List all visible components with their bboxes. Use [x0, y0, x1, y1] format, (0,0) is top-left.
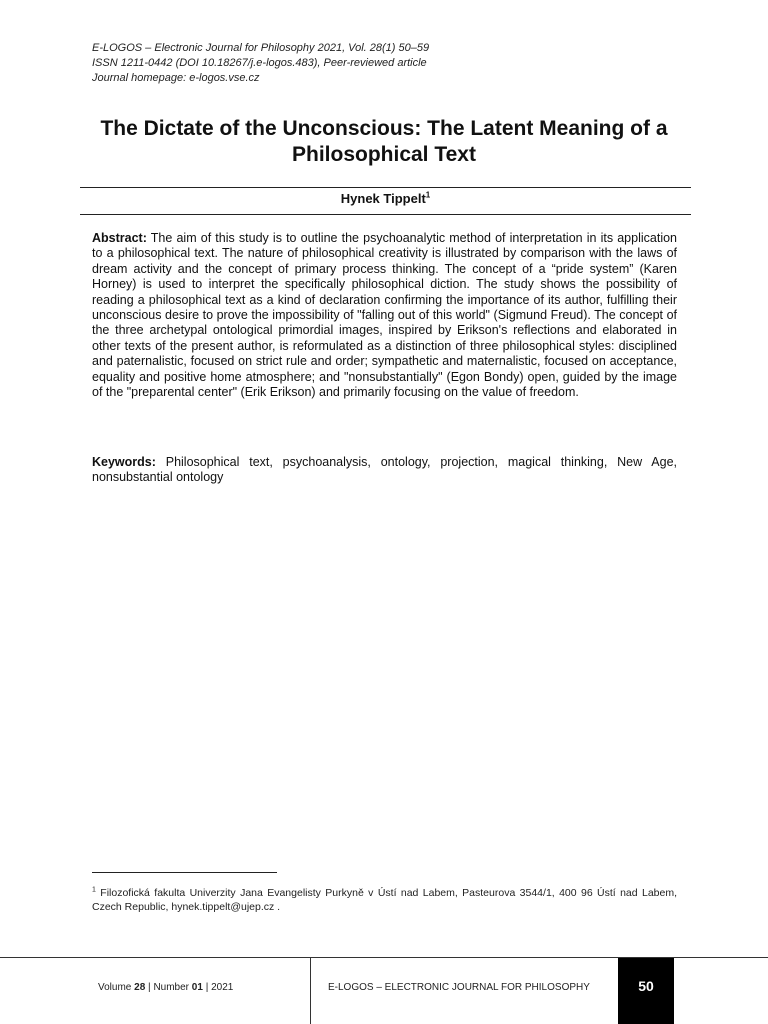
keywords: [92, 455, 677, 486]
issue-number: 01: [191, 982, 203, 993]
journal-issn-doi: ISSN 1211-0442 (DOI 10.18267/j.e-logos.483), Peer-reviewed article: [92, 57, 427, 69]
author-rule-bottom: [80, 214, 691, 215]
footnote-text: Filozofická fakulta Univerzity Jana Evangelisty Purkyně v Ústí nad Labem, Pasteurova 3544/1, 400 96 Ústí nad Labem, Czech Republic, hynek.tippelt@ujep.cz .: [92, 887, 678, 913]
number-label: Number: [153, 982, 190, 993]
abstract: [92, 231, 677, 400]
keywords-label: Keywords:: [92, 455, 156, 469]
volume-label: Volume: [98, 982, 132, 993]
footer-divider: [310, 958, 311, 1024]
footnote-rule: [92, 872, 277, 873]
author-rule-top: [80, 187, 691, 188]
footer-journal-name: E-LOGOS – ELECTRONIC JOURNAL FOR PHILOSOPHY: [328, 982, 590, 993]
article-title: The Dictate of the Unconscious: The Latent Meaning of a Philosophical Text: [100, 117, 668, 166]
volume-number: 28: [134, 982, 146, 993]
footer-issue-info: [98, 982, 233, 994]
journal-citation: E-LOGOS – Electronic Journal for Philosophy 2021, Vol. 28(1) 50–59: [92, 42, 430, 54]
abstract-text: The aim of this study is to outline the psychoanalytic method of interpretation in its application to a philosophical text. The nature of philosophical creativity is illustrated by comparison with the laws of dream activity and the concept of primary process thinking. The concept of a “pride system” (Karen Horney) is used to interpret the specifically philosophical diction. The study shows the possibility of reading a philosophical text as a kind of declaration confirming the importance of its author, fulfilling their unconscious desire to prove the impossibility of "falling out of this world" (Sigmund Freud). The concept of the three archetypal ontological primordial images, inspired by Erikson's reflections and elaborated in other texts of the present author, is reformulated as a distinction of three philosophical styles: disciplined and paternalistic, focused on strict rule and order; sympathetic and maternalistic, focused on acceptance, equality and positive home atmosphere; and "nonsubstantially" (Egon Bondy) open, guided by the image of the "preparental center" (Erik Erikson) and primarily focusing on the value of freedom.: [92, 231, 677, 400]
issue-year: 2021: [211, 982, 234, 993]
journal-homepage: Journal homepage: e-logos.vse.cz: [92, 72, 260, 84]
page-number: 50: [618, 958, 674, 1024]
author-name: Hynek Tippelt: [340, 191, 426, 206]
author-footnote-mark[interactable]: 1: [425, 190, 431, 200]
separator: |: [148, 982, 151, 993]
journal-header: [92, 41, 692, 86]
author-line: [80, 191, 691, 207]
footnote: [92, 886, 677, 914]
footnote-mark: 1: [92, 886, 96, 894]
keywords-text: Philosophical text, psychoanalysis, ontology, projection, magical thinking, New Age, nonsubstantial ontology: [92, 455, 677, 485]
abstract-label: Abstract:: [92, 231, 147, 245]
separator: |: [205, 982, 209, 993]
